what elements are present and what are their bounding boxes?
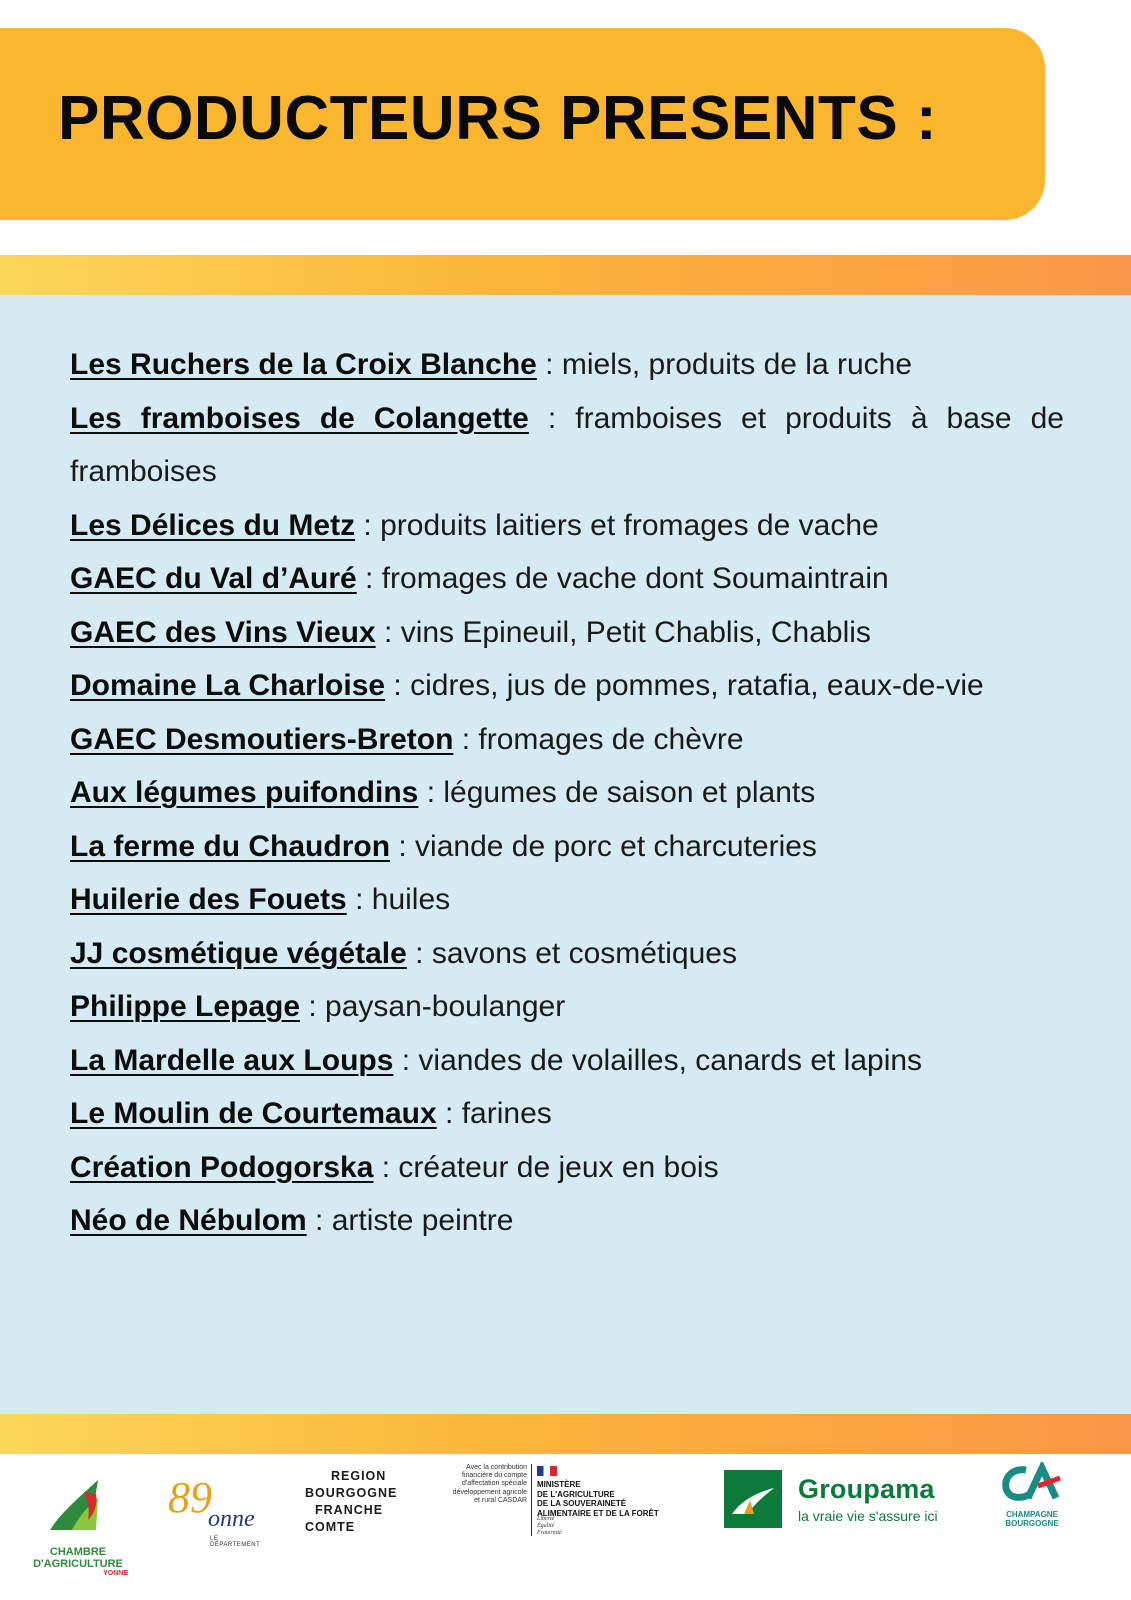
producer-description: : légumes de saison et plants <box>418 776 816 809</box>
chambre-yonne: YONNE <box>103 1570 128 1577</box>
motto-line: Égalité <box>537 1523 555 1529</box>
region-line: REGION <box>331 1469 387 1483</box>
casdar-contribution-text: Avec la contribution financière du compte d'affectation spéciale développement agricole et rural CASDAR <box>452 1464 527 1504</box>
producer-description: : fromages de chèvre <box>453 722 744 756</box>
ministere-line: DE L'AGRICULTURE <box>537 1489 615 1499</box>
producer-item <box>70 980 1064 1034</box>
producer-name: Néo de Nébulom <box>70 1204 307 1237</box>
producer-description: : vins Epineuil, Petit Chablis, Chablis <box>375 615 871 649</box>
producer-name: La Mardelle aux Loups <box>70 1043 394 1077</box>
region-bfc-logo <box>305 1468 415 1578</box>
producer-name: Aux légumes puifondins <box>70 776 419 809</box>
producer-name: JJ cosmétique végétale <box>70 936 407 970</box>
producer-name: GAEC du Val d’Auré <box>70 562 357 595</box>
ministere-agriculture-logo <box>445 1464 665 1584</box>
producer-name: GAEC Desmoutiers-Breton <box>70 722 454 756</box>
top-gradient-stripe <box>0 255 1131 295</box>
producer-item <box>70 606 1064 660</box>
ministere-divider <box>531 1464 532 1536</box>
producer-description: : produits laitiers et fromages de vache <box>355 508 879 542</box>
producer-name: Le Moulin de Courtemaux <box>70 1097 437 1130</box>
chambre-text <box>28 1546 128 1570</box>
producer-description: : viande de porc et charcuteries <box>390 829 817 863</box>
groupama-name: Groupama <box>798 1474 935 1504</box>
ministere-line: ALIMENTAIRE ET DE LA FORÊT <box>537 1508 659 1518</box>
producer-description: : paysan-boulanger <box>300 990 566 1023</box>
ca-line2: BOURGOGNE <box>1005 1519 1059 1528</box>
producer-description: : fromages de vache dont Soumaintrain <box>356 562 889 595</box>
producer-description: : framboises et produits à base de framboises <box>70 401 1064 488</box>
producer-description: : artiste peintre <box>306 1204 514 1237</box>
producer-item <box>70 927 1064 981</box>
producer-item <box>70 1087 1064 1141</box>
motto-line: Liberté <box>537 1516 555 1522</box>
bottom-gradient-stripe <box>0 1414 1131 1454</box>
yonne-word: onne <box>208 1506 255 1532</box>
producer-name: GAEC des Vins Vieux <box>70 615 376 649</box>
region-line: BOURGOGNE <box>305 1486 398 1500</box>
producer-item <box>70 1034 1064 1088</box>
ministere-line: MINISTÈRE <box>537 1480 581 1489</box>
credit-agricole-mark-icon <box>1000 1462 1064 1506</box>
producer-item <box>70 873 1064 927</box>
producer-list <box>70 338 1064 1248</box>
credit-agricole-logo <box>996 1462 1068 1552</box>
chambre-agriculture-logo <box>28 1474 128 1594</box>
producer-name: Les Délices du Metz <box>70 508 356 542</box>
groupama-slogan: la vraie vie s'assure ici <box>798 1508 938 1524</box>
producer-item <box>70 499 1064 553</box>
french-flag-icon <box>537 1466 557 1476</box>
region-line: FRANCHE <box>315 1503 384 1517</box>
producer-description: : huiles <box>346 883 451 916</box>
chambre-agriculture-mark-icon <box>46 1474 110 1536</box>
credit-agricole-text <box>996 1510 1068 1528</box>
chambre-line2: D'AGRICULTURE <box>33 1558 123 1570</box>
ca-line1: CHAMPAGNE <box>1006 1510 1058 1519</box>
producer-description: : viandes de volailles, canards et lapins <box>393 1043 923 1077</box>
producer-name: La ferme du Chaudron <box>70 829 391 863</box>
producer-item <box>70 552 1064 606</box>
producer-name: Huilerie des Fouets <box>70 883 347 916</box>
producer-description: : savons et cosmétiques <box>406 936 737 970</box>
yonne-number: 89 <box>168 1473 212 1522</box>
producer-name: Les framboises de Colangette <box>70 401 529 435</box>
producer-item <box>70 713 1064 767</box>
yonne-subtitle: LE DÉPARTEMENT <box>210 1536 261 1548</box>
producer-description: : miels, produits de la ruche <box>536 348 913 381</box>
producer-description: : créateur de jeux en bois <box>373 1150 719 1184</box>
producer-item <box>70 392 1064 499</box>
partner-logos <box>0 1454 1131 1600</box>
groupama-emblem-icon <box>724 1470 782 1528</box>
producer-name: Création Podogorska <box>70 1150 374 1184</box>
ministere-line: DE LA SOUVERAINETÉ <box>537 1499 627 1508</box>
producer-description: : farines <box>436 1097 552 1130</box>
producer-item <box>70 766 1064 820</box>
producer-item <box>70 820 1064 874</box>
producer-name: Les Ruchers de la Croix Blanche <box>70 348 537 381</box>
producer-item <box>70 338 1064 392</box>
region-line: COMTE <box>305 1520 356 1534</box>
groupama-logo <box>724 1470 944 1534</box>
producer-name: Philippe Lepage <box>70 990 301 1023</box>
page-title: PRODUCTEURS PRESENTS : <box>58 84 938 153</box>
chambre-line1: CHAMBRE <box>49 1546 107 1558</box>
ministere-name <box>537 1480 667 1518</box>
yonne-departement-logo <box>168 1472 268 1562</box>
producer-name: Domaine La Charloise <box>70 669 386 702</box>
republic-motto <box>537 1516 562 1537</box>
motto-line: Fraternité <box>537 1530 562 1536</box>
producer-item <box>70 1141 1064 1195</box>
producer-item <box>70 659 1064 713</box>
producer-item <box>70 1194 1064 1248</box>
producer-description: : cidres, jus de pommes, ratafia, eaux-de-vie <box>385 669 984 702</box>
